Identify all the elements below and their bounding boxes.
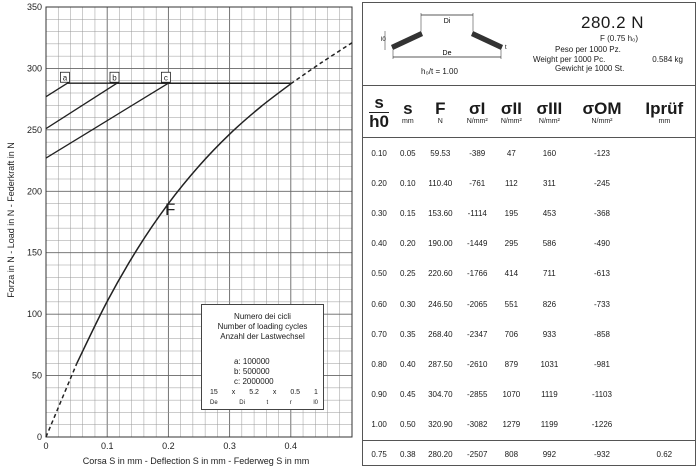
cycle-box-label-a: a [62, 73, 68, 83]
x-tick-label: 0.2 [162, 441, 175, 451]
table-cell: 586 [542, 239, 557, 249]
col-header-unit: N/mm² [591, 117, 613, 125]
table-cell: 933 [542, 329, 557, 339]
sym-t: t [266, 400, 269, 406]
table-cell: 826 [542, 299, 557, 309]
cycle-b: b: 500000 [234, 367, 270, 376]
legend-title-de: Anzahl der Lastwechsel [220, 332, 305, 341]
col-header [460, 87, 494, 138]
sym-de: De [210, 400, 218, 406]
table-cell: -761 [469, 178, 486, 188]
table-cell: 0.70 [371, 329, 387, 339]
weight-en: Weight per 1000 Pc. [533, 54, 606, 64]
dim-t: 0.5 [290, 389, 301, 396]
col-header-unit: N/mm² [466, 117, 488, 125]
table-cell: -2507 [460, 440, 494, 469]
table-cell: -1226 [591, 420, 613, 430]
table-cell: -981 [593, 359, 610, 369]
sym-l0: l0 [313, 400, 318, 406]
table-cell: 1199 [540, 420, 558, 430]
x-tick-label: 0 [43, 441, 49, 451]
dim-x2: x [272, 389, 277, 396]
table-cell: 0.40 [400, 359, 416, 369]
cycles-legend [201, 304, 324, 410]
x-tick-label: 0.4 [284, 441, 298, 451]
col-header-symbol: σI [469, 98, 486, 118]
x-tick-label: 0.1 [100, 441, 114, 451]
table-cell: 879 [504, 359, 519, 369]
table-cell [634, 380, 695, 410]
table-cell: 0.15 [400, 208, 416, 218]
cycle-box-label-c: c [163, 73, 168, 83]
disc-spring-drawing [381, 11, 511, 67]
sym-di: Di [239, 400, 245, 406]
table-cell: -1114 [467, 208, 487, 218]
table-cell: 304.70 [428, 390, 453, 400]
spring-data-panel [362, 2, 696, 466]
table-cell: 160 [542, 148, 557, 158]
table-cell: 453 [542, 208, 557, 218]
table-cell: -368 [593, 208, 610, 218]
dim-di: 5.2 [249, 389, 259, 396]
y-tick-label: 300 [26, 63, 42, 74]
col-header-symbol: Iprüf [645, 98, 684, 118]
table-cell: -1449 [466, 239, 488, 249]
y-tick-label: 200 [26, 186, 42, 197]
table-cell: 320.90 [428, 420, 453, 430]
table-row [363, 440, 695, 469]
table-cell: 0.20 [371, 178, 387, 188]
table-cell: 808 [494, 440, 528, 469]
table-cell: 0.25 [400, 269, 416, 279]
table-cell: 711 [543, 269, 556, 279]
weight-it: Peso per 1000 Pz. [555, 45, 621, 54]
table-cell: 0.50 [371, 269, 387, 279]
cycle-a: a: 100000 [234, 357, 270, 366]
table-cell: -2065 [466, 299, 488, 309]
table-cell: 1031 [540, 359, 559, 369]
table-cell: 0.80 [371, 359, 387, 369]
table-cell: -123 [593, 148, 610, 158]
y-tick-label: 0 [36, 432, 42, 442]
col-header-unit: mm [658, 117, 671, 125]
cycle-box-label-b: b [112, 73, 117, 83]
legend-title-en: Number of loading cycles [217, 322, 308, 331]
table-cell: 1119 [541, 390, 558, 400]
col-header [420, 87, 460, 138]
series-f-dashed-start [46, 364, 77, 437]
col-header-unit: mm [402, 117, 414, 125]
table-row [363, 198, 695, 228]
table-cell: 414 [504, 269, 519, 279]
table-cell: 0.60 [371, 299, 387, 309]
table-row [363, 138, 695, 169]
table-cell: 59.53 [430, 148, 451, 158]
de-label: De [442, 50, 452, 57]
col-header: $\frac{s}{h0}$ [369, 92, 390, 131]
table-cell: 0.50 [400, 420, 416, 430]
dim-de: 15 [210, 389, 218, 396]
table-cell: -858 [593, 329, 610, 339]
col-header-unit: N [437, 117, 443, 125]
col-header-symbol: σOM [582, 98, 622, 118]
table-cell: 0.10 [371, 148, 387, 158]
table-cell: 311 [543, 178, 556, 188]
table-cell [634, 349, 695, 379]
spring-data-table [363, 87, 695, 469]
table-cell: 1070 [502, 390, 521, 400]
table-body [363, 138, 695, 469]
table-cell: -490 [593, 239, 610, 249]
col-header [395, 87, 420, 138]
y-tick-label: 100 [26, 309, 42, 320]
table-cell: 0.90 [371, 390, 387, 400]
table-cell: 0.05 [400, 148, 416, 158]
table-cell: 0.45 [400, 390, 416, 400]
table-cell: -2855 [466, 390, 488, 400]
spring-spec-header [363, 3, 695, 86]
table-cell: 220.60 [428, 269, 453, 279]
table-cell: 992 [528, 440, 570, 469]
table-cell: 1279 [502, 420, 521, 430]
table-cell: -1766 [466, 269, 488, 279]
table-cell [634, 289, 695, 319]
cycles-list [234, 357, 294, 387]
table-cell: 551 [504, 299, 519, 309]
weight-value: 0.584 kg [652, 54, 683, 64]
table-cell: 0.30 [371, 208, 387, 218]
cycle-c: c: 2000000 [234, 377, 274, 386]
col-header [494, 87, 528, 138]
table-cell [634, 168, 695, 198]
table-cell: 0.35 [400, 329, 416, 339]
table-row [363, 259, 695, 289]
table-cell: 280.20 [420, 440, 460, 469]
col-header-symbol: σII [500, 98, 522, 118]
x-tick-label: 0.3 [223, 441, 236, 451]
table-cell: 0.40 [371, 239, 387, 249]
force-note: F (0.75 h₀) [600, 34, 638, 43]
di-label: Di [443, 18, 451, 25]
table-row [363, 319, 695, 349]
dim-l0: 1 [314, 389, 318, 396]
table-cell: -932 [570, 440, 633, 469]
table-cell: 110.40 [428, 178, 453, 188]
table-cell [634, 319, 695, 349]
col-header-symbol: F [435, 98, 446, 118]
col-header-symbol: σIII [536, 98, 563, 118]
table-cell: -245 [593, 178, 610, 188]
t-label: t [505, 45, 507, 51]
col-header [528, 87, 570, 138]
weight-de: Gewicht je 1000 St. [555, 64, 625, 73]
dim-x1: x [231, 389, 236, 396]
table-cell: 195 [504, 208, 519, 218]
table-cell: 0.75 [363, 440, 395, 469]
table-cell: 246.50 [428, 299, 453, 309]
y-tick-label: 150 [26, 247, 42, 258]
table-cell: 47 [506, 148, 516, 158]
table-cell: 0.30 [400, 299, 416, 309]
table-cell: 1.00 [371, 420, 387, 430]
table-row [363, 168, 695, 198]
x-axis-label: Corsa S in mm - Deflection S in mm - Federweg S in mm [82, 456, 310, 466]
ratio-label: h₀/t = 1.00 [421, 67, 458, 76]
table-cell: 0.62 [634, 440, 695, 469]
table-cell: 706 [504, 329, 519, 339]
table-cell: 295 [504, 239, 519, 249]
table-row [363, 229, 695, 259]
spring-dimensions [210, 388, 318, 408]
force-value: 280.2 N [581, 13, 645, 32]
table-cell: -3082 [466, 420, 488, 430]
col-header-symbol: s [403, 98, 413, 118]
table-cell: 190.00 [428, 239, 453, 249]
table-cell: -1103 [592, 390, 612, 400]
table-cell [634, 410, 695, 441]
col-header-unit: N/mm² [500, 117, 522, 125]
curve-label-f: F [165, 200, 176, 219]
sym-r: r [289, 400, 292, 406]
table-cell [634, 259, 695, 289]
table-cell [634, 138, 695, 169]
table-cell: 0.38 [395, 440, 420, 469]
y-axis-label: Forza in N - Load in N - Federkraft in N [6, 142, 16, 298]
table-cell [634, 198, 695, 228]
table-cell [634, 229, 695, 259]
table-cell: 0.10 [400, 178, 416, 188]
table-row [363, 380, 695, 410]
y-tick-label: 50 [31, 370, 42, 381]
series-f-dashed-end [291, 43, 352, 84]
y-tick-label: 250 [26, 124, 42, 135]
col-header [634, 87, 695, 138]
col-header [570, 87, 633, 138]
table-cell: 153.60 [428, 208, 453, 218]
table-cell: 112 [504, 178, 518, 188]
table-row [363, 349, 695, 379]
table-header-row [363, 87, 695, 138]
l0-label: l0 [381, 37, 386, 43]
legend-title-it: Numero dei cicli [234, 312, 291, 321]
table-cell: 287.50 [428, 359, 453, 369]
table-cell: -613 [593, 269, 610, 279]
table-row [363, 410, 695, 441]
table-cell: -389 [469, 148, 486, 158]
y-tick-label: 350 [26, 2, 42, 12]
table-cell: 268.40 [428, 329, 453, 339]
weight-info [533, 45, 693, 74]
table-cell: -2347 [466, 329, 488, 339]
col-header-unit: N/mm² [538, 117, 560, 125]
table-cell: -2610 [466, 359, 488, 369]
table-cell: 0.20 [400, 239, 416, 249]
table-cell: -733 [593, 299, 610, 309]
table-row [363, 289, 695, 319]
